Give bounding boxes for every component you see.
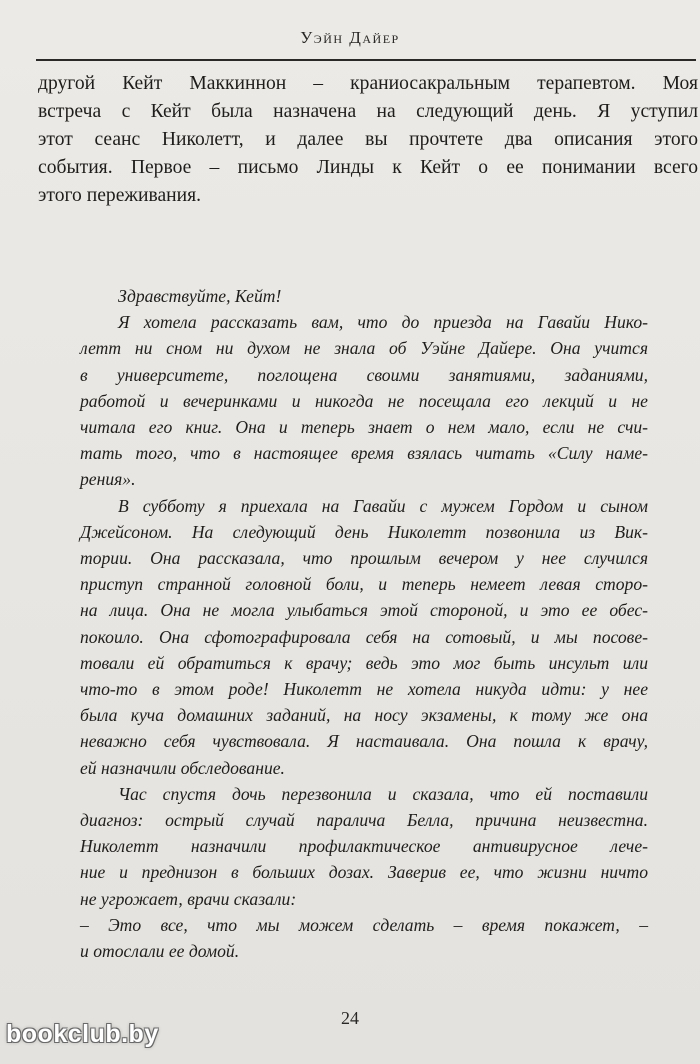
running-head: Уэйн Дайер: [300, 28, 400, 47]
letter-line: не угрожает, врачи сказали:: [80, 888, 297, 909]
letter-line: тории. Она рассказала, что прошлым вечером у нее случился: [80, 548, 648, 569]
intro-line: встреча с Кейт была назначена на следующий день. Я уступил: [38, 101, 698, 122]
letter-line: В субботу я приехала на Гавайи с мужем Гордом и сыном: [118, 495, 648, 516]
letter-line: что-то в этом роде! Николетт не хотела никуда идти: у нее: [80, 679, 648, 700]
letter-line: диагноз: острый случай паралича Белла, причина неизвестна.: [80, 810, 648, 831]
watermark-logo: bookclub.by: [6, 1020, 159, 1048]
letter-greeting: Здравствуйте, Кейт!: [118, 286, 282, 306]
letter-line: ние и преднизон в больших дозах. Заверив ее, что жизни ничто: [80, 862, 648, 883]
letter-line: и отослали ее домой.: [80, 941, 240, 962]
letter-line: приступ странной головной боли, и теперь немеет левая сторо-: [80, 574, 648, 595]
intro-line: этого переживания.: [38, 185, 202, 206]
letter-line: рения».: [80, 469, 136, 490]
letter-line: Час спустя дочь перезвонила и сказала, что ей поставили: [118, 783, 648, 804]
letter-line: ей назначили обследование.: [80, 757, 285, 778]
intro-line: этот сеанс Николетт, и далее вы прочтете два описания этого: [38, 129, 698, 150]
intro-paragraph: [38, 70, 698, 210]
intro-line: события. Первое – письмо Линды к Кейт о ее понимании всего: [38, 157, 698, 178]
letter-line: тать того, что в настоящее время взялась читать «Силу наме-: [80, 443, 648, 464]
letter-line: Я хотела рассказать вам, что до приезда на Гавайи Нико-: [118, 312, 648, 333]
letter-line: в университете, поглощена своими занятиями, заданиями,: [80, 364, 648, 385]
letter-line: летт ни сном ни духом не знала об Уэйне Дайере. Она учится: [80, 338, 648, 359]
letter-line: – Это все, что мы можем сделать – время покажет, –: [80, 914, 648, 935]
letter-line: читала его книг. Она и теперь знает о нем мало, если не счи-: [80, 417, 648, 438]
letter-line: товали ей обратиться к врачу; ведь это мог быть инсульт или: [80, 652, 648, 673]
header-rule: [36, 59, 696, 61]
letter-line: на лица. Она не могла улыбаться этой стороной, и это ее обес-: [80, 600, 648, 621]
letter-line: работой и вечеринками и никогда не посещала его лекций и не: [80, 390, 648, 411]
letter-line: неважно себя чувствовала. Я настаивала. Она пошла к врачу,: [80, 731, 648, 752]
page-number: 24: [341, 1008, 359, 1028]
intro-line: другой Кейт Маккиннон – краниосакральным терапевтом. Моя: [38, 73, 698, 94]
letter-line: была куча домашних заданий, на носу экзамены, к тому же она: [80, 705, 648, 726]
letter-line: Джейсоном. На следующий день Николетт позвонила из Вик-: [80, 521, 648, 542]
letter-line: Николетт назначили профилактическое антивирусное лече-: [80, 836, 648, 857]
letter-line: покоило. Она сфотографировала себя на сотовый, и мы посове-: [80, 626, 648, 647]
letter-block: [80, 283, 648, 964]
